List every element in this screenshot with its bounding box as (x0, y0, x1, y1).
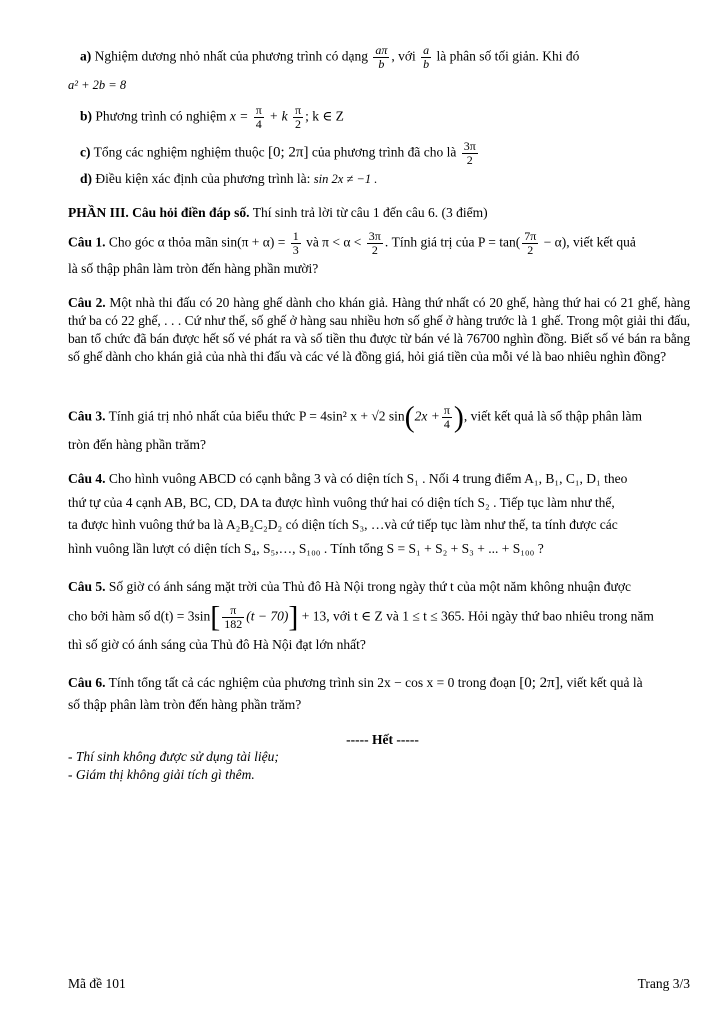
item-c-text1: Tổng các nghiệm nghiệm thuộc (93, 144, 265, 160)
part-iii-title: PHẦN III. Câu hỏi điền đáp số. (68, 205, 250, 220)
footer-exam-code: Mã đề 101 (68, 976, 126, 991)
item-d-line (80, 170, 377, 188)
question-5-text3: (t − 70) (246, 608, 289, 624)
question-5-line3: thì số giờ có ánh sáng của Thủ đô Hà Nội đạt lớn nhất? (68, 637, 366, 652)
question-1-text1: Cho góc α thỏa mãn sin(π + α) = (105, 234, 289, 250)
fraction-3pi-over-2-q1: $\frac{3\pi}{2}$ (368, 229, 381, 257)
fraction-7pi-over-2: $\frac{7\pi}{2}$ (524, 229, 537, 257)
item-d-label: d) (80, 171, 93, 186)
fraction-pi-over-4: $\frac{\pi}{4}$ (255, 103, 262, 131)
question-2-text: Một nhà thi đấu có 20 hàng ghế dành cho khán giả. Hàng thứ nhất có 20 ghế, hàng thứ hai có 21 ghế, hàng thứ ba có 22 ghế, . . . Cứ như thế, số ghế ở hàng sau nhiều hơn số ghế ở hàng trước là 1 ghế. Trong một giải thi đấu, ban tổ chức đã bán được hết số vé phát ra và số tiền thu được từ bán vé là 76700 nghìn đồng. Biết số vé bán ra bằng số ghế dành cho khán giả của nhà thi đấu và các vé là đồng giá, hỏi giá tiền của mỗi vé là bao nhiêu nghìn đồng? (68, 295, 690, 364)
question-4-line4: hình vuông lần lượt có diện tích S₄, S₅,…, S₁₀₀ . Tính tổng S = S₁ + S₂ + S₃ + ... + S₁₀₀ ? (68, 541, 544, 556)
end-note-1: - Thí sinh không được sử dụng tài liệu; (68, 749, 279, 764)
question-2-label: Câu 2. (68, 295, 106, 310)
item-d-equation: sin 2x ≠ −1 . (313, 172, 378, 186)
question-4-line3: ta được hình vuông thứ ba là A₂B₂C₂D₂ có diện tích S₃, …và cứ tiếp tục làm như thế, ta tính được các (68, 517, 618, 532)
question-4-line1 (68, 470, 627, 488)
question-6-line1 (68, 674, 643, 692)
question-5-text1: Số giờ có ánh sáng mặt trời của Thủ đô Hà Nội trong ngày thứ t của một năm không nhuận được (105, 579, 631, 594)
end-note-2: - Giám thị không giải tích gì thêm. (68, 767, 255, 782)
fraction-a-over-b: $\frac{a}{b}$ (423, 43, 430, 71)
question-5-text2: cho bởi hàm số d(t) = 3sin (68, 608, 211, 624)
question-5-line1 (68, 578, 631, 596)
item-b-tail: ; k ∈ Z (305, 108, 344, 124)
question-6-text2: , viết kết quả là (559, 675, 643, 690)
question-3-line1: Câu 3. Tính giá trị nhỏ nhất của biểu thức P = 4sin² x + √2 sin(2x + $\frac{\pi}{4}$ ), viết kết quả là số thập phân làm (68, 400, 642, 434)
item-c-interval: [0; 2π] (267, 144, 309, 161)
question-1-text4: − α), viết kết quả (540, 234, 636, 250)
question-4-text1: Cho hình vuông ABCD có cạnh bằng 3 và có diện tích S₁ . Nối 4 trung điểm A₁, B₁, C₁, D₁ theo (105, 471, 628, 486)
question-1-text3: . Tính giá trị của P = tan( (384, 234, 521, 250)
fraction-pi-over-2: $\frac{\pi}{2}$ (295, 103, 302, 131)
item-b-label: b) (80, 108, 93, 124)
item-b-text: Phương trình có nghiệm (95, 108, 227, 124)
item-a-label: a) (80, 48, 92, 64)
question-6-interval: [0; 2π] (519, 675, 560, 691)
part-iii-heading (68, 204, 488, 222)
question-2-paragraph (68, 294, 690, 366)
item-d-text: Điều kiện xác định của phương trình là: (95, 171, 311, 186)
question-3-line2: tròn đến hàng phần trăm? (68, 437, 206, 452)
question-4-label: Câu 4. (68, 471, 106, 486)
question-3-text2: , viết kết quả là số thập phân làm (463, 408, 642, 424)
fraction-pi-over-182: $\frac{\pi}{182}$ (224, 603, 243, 631)
question-6-label: Câu 6. (68, 675, 106, 690)
item-c-line (80, 140, 480, 167)
item-c-text2: của phương trình đã cho là (311, 144, 457, 160)
question-6-text1: Tính tổng tất cả các nghiệm của phương trình sin 2x − cos x = 0 trong đoạn (105, 675, 520, 690)
question-1-line1 (68, 230, 636, 257)
fraction-3pi-over-2: $\frac{3\pi}{2}$ (463, 139, 476, 167)
item-a-equation: a² + 2b = 8 (68, 78, 127, 92)
part-iii-instruction: Thí sinh trả lời từ câu 1 đến câu 6. (3 điểm) (249, 205, 488, 220)
item-b-line: b) Phương trình có nghiệm x = $\frac{\pi}{4}$ + k $\frac{\pi}{2}$ ; k ∈ Z (80, 103, 344, 131)
footer-page-number: Trang 3/3 (637, 976, 690, 991)
question-5-label: Câu 5. (68, 579, 106, 594)
item-a-text1: Nghiệm dương nhỏ nhất của phương trình có dạng (94, 48, 368, 64)
item-a-text2: , với (391, 48, 416, 64)
item-a-line (80, 44, 579, 71)
question-5-text4: + 13, với t ∈ Z và 1 ≤ t ≤ 365. Hỏi ngày thứ bao nhiêu trong năm (298, 608, 654, 624)
question-1-text2: và π < α < (302, 234, 365, 250)
item-c-label: c) (80, 144, 91, 160)
end-title: ----- Hết ----- (346, 732, 419, 747)
fraction-1-over-3: $\frac{1}{3}$ (292, 229, 299, 257)
fraction-pi-over-4-q3: $\frac{\pi}{4}$ (443, 403, 450, 431)
fraction-api-over-b: $\frac{a\pi}{b}$ (375, 43, 388, 71)
question-1-label: Câu 1. (68, 234, 106, 250)
question-5-line2: cho bởi hàm số d(t) = 3sin[ $\frac{\pi}{182}$ (t − 70)] + 13, với t ∈ Z và 1 ≤ t ≤ 365. Hỏi ngày thứ bao nhiêu trong năm (68, 600, 654, 634)
question-1-line2: là số thập phân làm tròn đến hàng phần mười? (68, 261, 319, 276)
question-6-line2: số thập phân làm tròn đến hàng phần trăm? (68, 697, 302, 712)
question-4-line2: thứ tự của 4 cạnh AB, BC, CD, DA ta được hình vuông thứ hai có diện tích S₂ . Tiếp tục làm như thế, (68, 495, 615, 510)
question-3-label: Câu 3. (68, 408, 106, 424)
item-a-text3: là phân số tối giản. Khi đó (436, 48, 580, 64)
question-3-text1: Tính giá trị nhỏ nhất của biểu thức P = 4sin² x + √2 sin (105, 408, 405, 424)
